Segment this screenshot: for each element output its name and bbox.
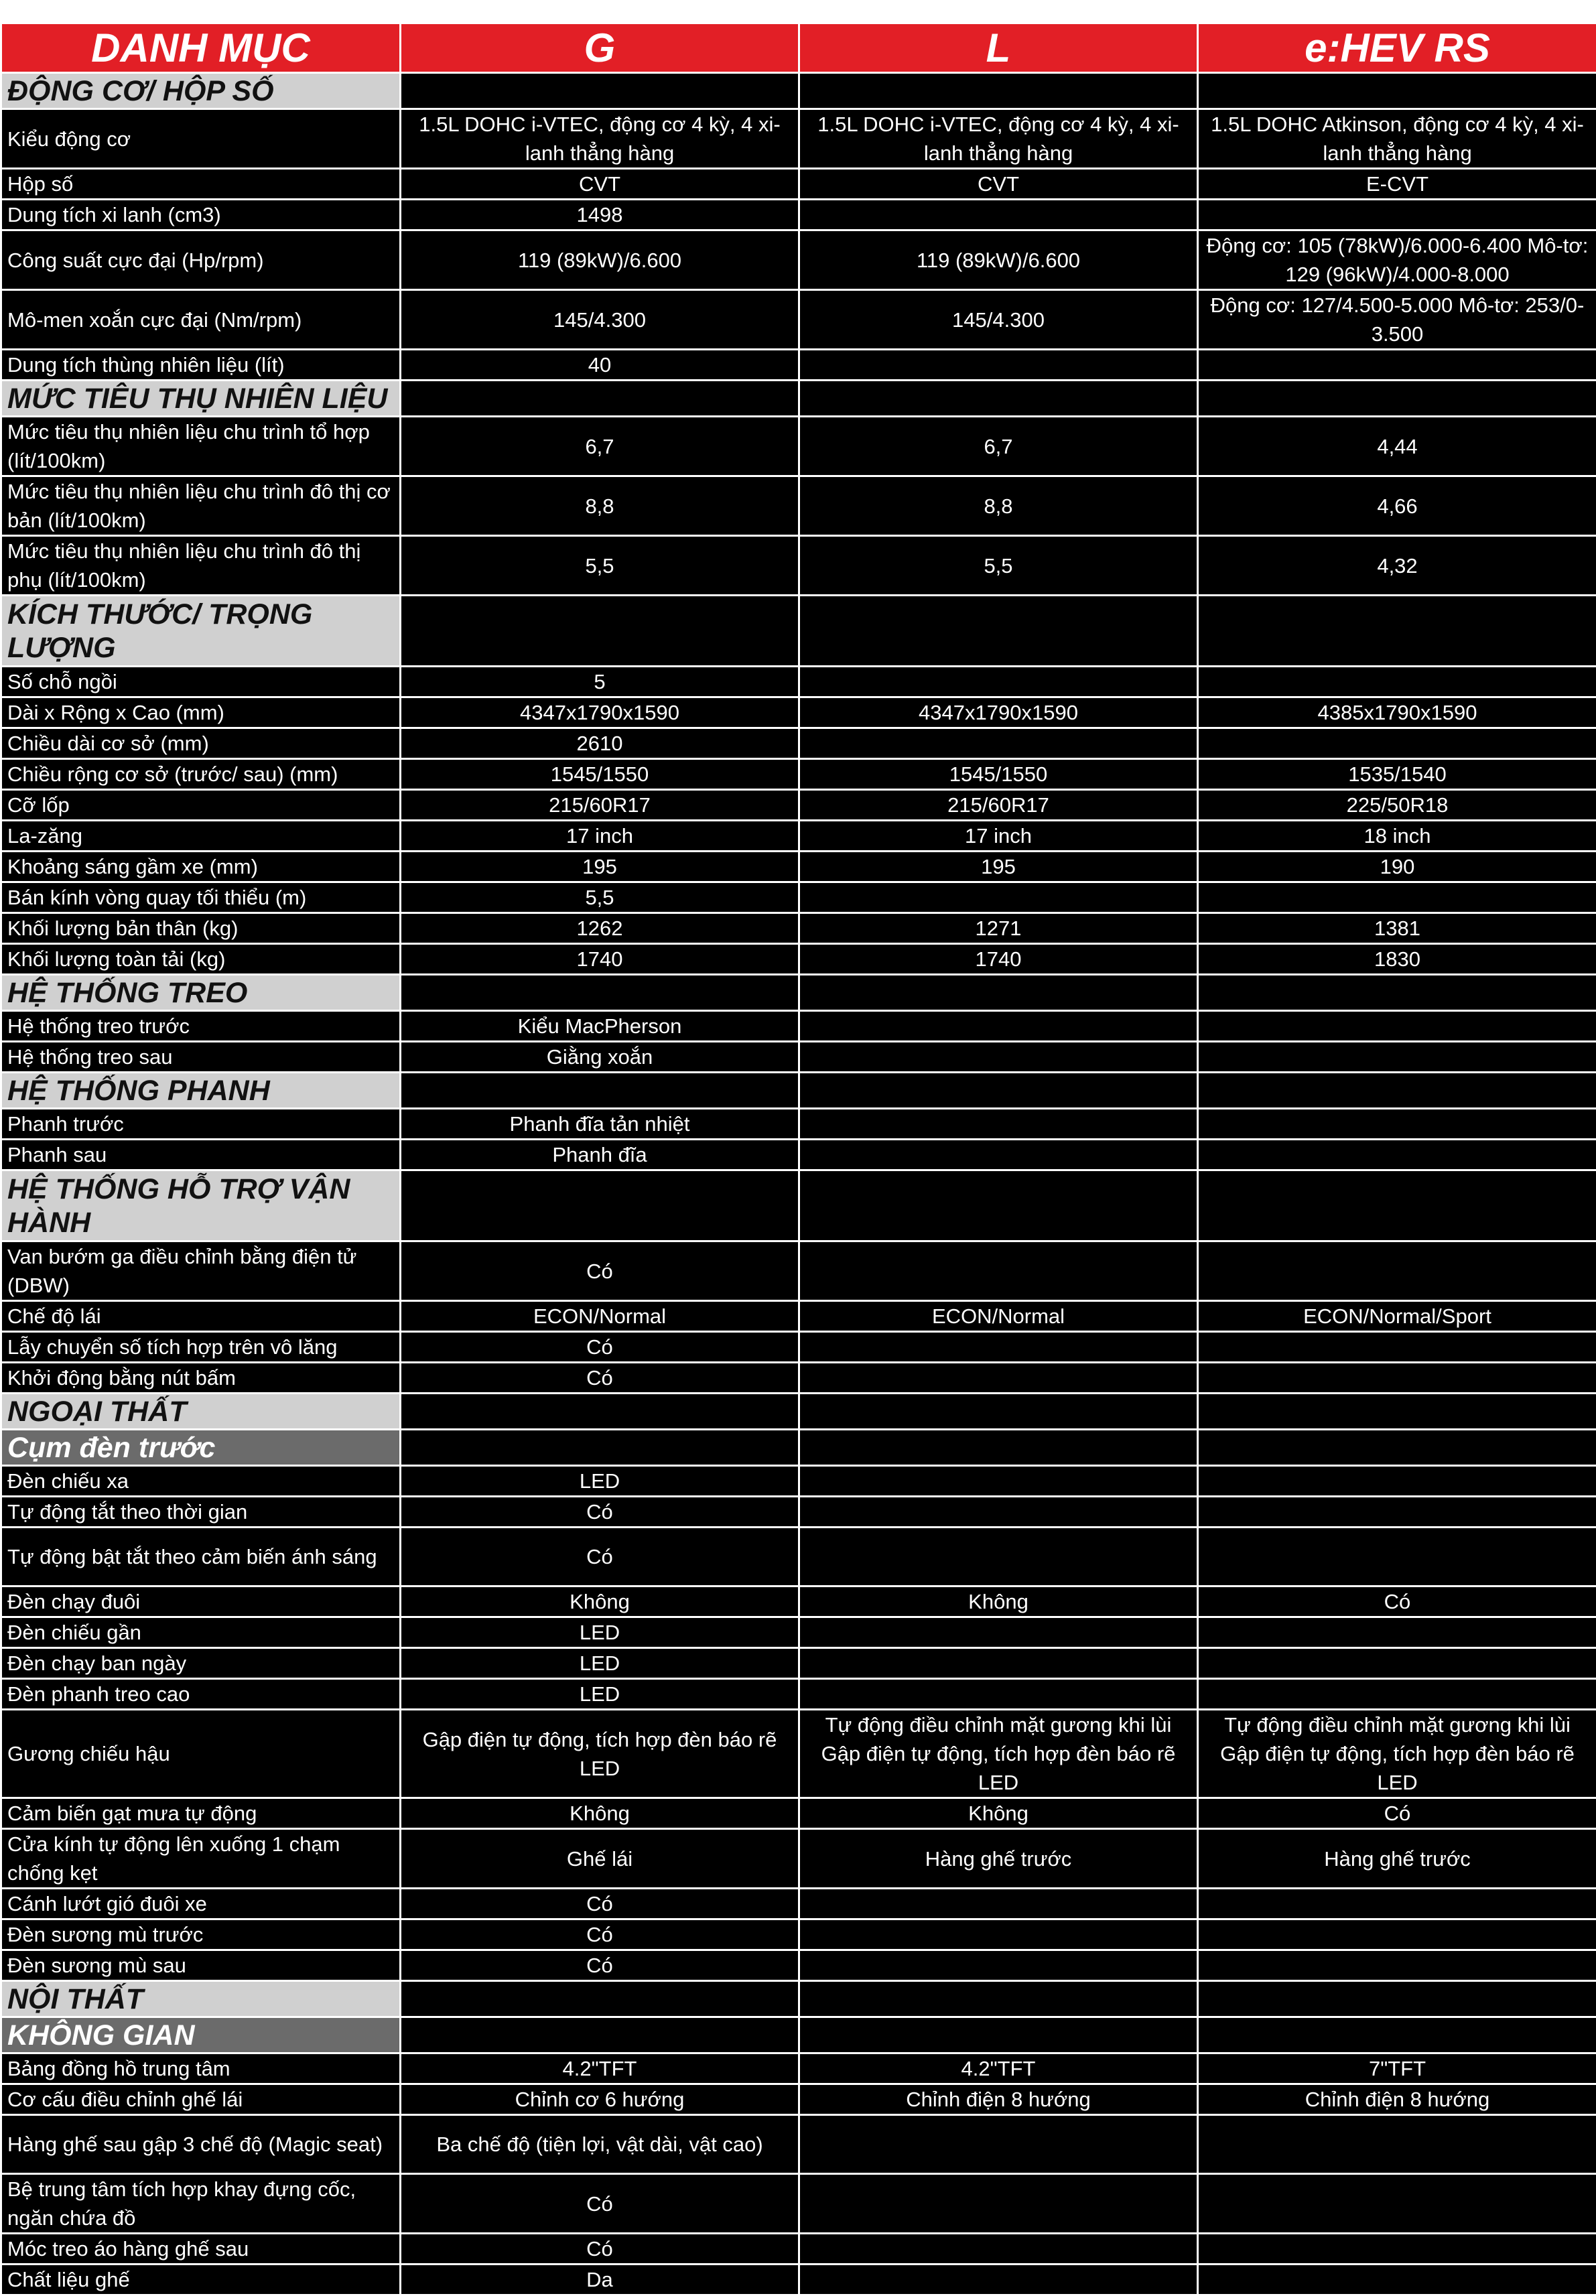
spec-label: Số chỗ ngồi xyxy=(1,667,401,697)
value-l xyxy=(799,1332,1198,1363)
value-g xyxy=(401,381,799,417)
spec-label: Đèn chiếu gần xyxy=(1,1617,401,1648)
value-rs: E-CVT xyxy=(1198,169,1596,200)
spec-row xyxy=(1,1109,1596,1140)
value-l xyxy=(799,1497,1198,1528)
spec-label: Tự động tắt theo thời gian xyxy=(1,1497,401,1528)
value-g: 2610 xyxy=(401,728,799,759)
value-rs: 4385x1790x1590 xyxy=(1198,697,1596,728)
value-rs xyxy=(1198,2017,1596,2053)
value-g: Chỉnh cơ 6 hướng xyxy=(401,2084,799,2115)
value-g xyxy=(401,1170,799,1241)
value-g: Gập điện tự động, tích hợp đèn báo rẽ LED xyxy=(401,1710,799,1798)
spec-table xyxy=(0,22,1596,2296)
header-row xyxy=(1,23,1596,73)
value-rs xyxy=(1198,882,1596,913)
value-rs xyxy=(1198,1466,1596,1497)
value-l xyxy=(799,975,1198,1011)
spec-row xyxy=(1,728,1596,759)
header-trim-g: G xyxy=(401,23,799,73)
value-g: Có xyxy=(401,2234,799,2265)
value-g: ECON/Normal xyxy=(401,1301,799,1332)
value-g: Có xyxy=(401,1363,799,1394)
section-row xyxy=(1,975,1596,1011)
spec-row xyxy=(1,1710,1596,1798)
spec-row xyxy=(1,109,1596,169)
value-l xyxy=(799,1617,1198,1648)
spec-label: Khối lượng bản thân (kg) xyxy=(1,913,401,944)
section-row xyxy=(1,381,1596,417)
spec-label: Cảm biến gạt mưa tự động xyxy=(1,1798,401,1829)
value-rs xyxy=(1198,2115,1596,2174)
value-l xyxy=(799,200,1198,230)
spec-row xyxy=(1,2174,1596,2234)
spec-label: Chiều rộng cơ sở (trước/ sau) (mm) xyxy=(1,759,401,790)
value-l: Tự động điều chỉnh mặt gương khi lùi Gập điện tự động, tích hợp đèn báo rẽ LED xyxy=(799,1710,1198,1798)
value-g: Có xyxy=(401,1889,799,1919)
value-l: 6,7 xyxy=(799,417,1198,476)
spec-row xyxy=(1,1919,1596,1950)
spec-label: Bán kính vòng quay tối thiểu (m) xyxy=(1,882,401,913)
spec-label: Đèn chiếu xa xyxy=(1,1466,401,1497)
section-title: HỆ THỐNG TREO xyxy=(1,975,401,1011)
spec-label: Hàng ghế sau gập 3 chế độ (Magic seat) xyxy=(1,2115,401,2174)
value-g xyxy=(401,596,799,667)
spec-row xyxy=(1,1241,1596,1301)
value-l: 215/60R17 xyxy=(799,790,1198,821)
spec-row xyxy=(1,2234,1596,2265)
subsection-title: Cụm đèn trước xyxy=(1,1430,401,1466)
spec-row xyxy=(1,821,1596,852)
spec-row xyxy=(1,230,1596,290)
value-rs xyxy=(1198,728,1596,759)
value-g xyxy=(401,975,799,1011)
value-rs: Tự động điều chỉnh mặt gương khi lùi Gập điện tự động, tích hợp đèn báo rẽ LED xyxy=(1198,1710,1596,1798)
spec-row xyxy=(1,476,1596,536)
value-l: Hàng ghế trước xyxy=(799,1829,1198,1889)
spec-label: Bệ trung tâm tích hợp khay đựng cốc, ngăn chứa đồ xyxy=(1,2174,401,2234)
value-rs xyxy=(1198,73,1596,109)
section-title: ĐỘNG CƠ/ HỘP SỐ xyxy=(1,73,401,109)
value-g: 17 inch xyxy=(401,821,799,852)
value-rs: 1.5L DOHC Atkinson, động cơ 4 kỳ, 4 xi-lanh thẳng hàng xyxy=(1198,109,1596,169)
section-row xyxy=(1,73,1596,109)
spec-label: Dài x Rộng x Cao (mm) xyxy=(1,697,401,728)
spec-row xyxy=(1,1363,1596,1394)
value-l: 17 inch xyxy=(799,821,1198,852)
value-rs xyxy=(1198,1042,1596,1073)
spec-label: Cánh lướt gió đuôi xe xyxy=(1,1889,401,1919)
value-g: Có xyxy=(401,1919,799,1950)
spec-row xyxy=(1,536,1596,596)
spec-row xyxy=(1,1042,1596,1073)
spec-row xyxy=(1,1466,1596,1497)
value-l xyxy=(799,882,1198,913)
value-rs: 4,44 xyxy=(1198,417,1596,476)
spec-label: Móc treo áo hàng ghế sau xyxy=(1,2234,401,2265)
value-rs xyxy=(1198,1648,1596,1679)
section-title: NGOẠI THẤT xyxy=(1,1394,401,1430)
spec-label: Dung tích thùng nhiên liệu (lít) xyxy=(1,350,401,381)
value-rs: Chỉnh điện 8 hướng xyxy=(1198,2084,1596,2115)
value-l xyxy=(799,1430,1198,1466)
value-g: 4347x1790x1590 xyxy=(401,697,799,728)
spec-label: Khối lượng toàn tải (kg) xyxy=(1,944,401,975)
value-rs xyxy=(1198,1950,1596,1981)
value-l: 195 xyxy=(799,852,1198,882)
value-l xyxy=(799,2017,1198,2053)
value-g: 1740 xyxy=(401,944,799,975)
value-l: CVT xyxy=(799,169,1198,200)
value-l xyxy=(799,1042,1198,1073)
spec-row xyxy=(1,2265,1596,2295)
spec-label: Đèn phanh treo cao xyxy=(1,1679,401,1710)
value-rs xyxy=(1198,1679,1596,1710)
value-l: ECON/Normal xyxy=(799,1301,1198,1332)
value-rs xyxy=(1198,596,1596,667)
spec-row xyxy=(1,1798,1596,1829)
spec-row xyxy=(1,697,1596,728)
value-g xyxy=(401,1394,799,1430)
value-g: Có xyxy=(401,1332,799,1363)
spec-row xyxy=(1,350,1596,381)
spec-label: Van bướm ga điều chỉnh bằng điện tử (DBW) xyxy=(1,1241,401,1301)
value-g: Có xyxy=(401,2174,799,2234)
value-g: Có xyxy=(401,1241,799,1301)
spec-label: Cơ cấu điều chỉnh ghế lái xyxy=(1,2084,401,2115)
value-rs xyxy=(1198,1430,1596,1466)
value-rs xyxy=(1198,1332,1596,1363)
value-rs xyxy=(1198,1981,1596,2017)
value-l: 4.2"TFT xyxy=(799,2053,1198,2084)
spec-label: Kiểu động cơ xyxy=(1,109,401,169)
value-g: 145/4.300 xyxy=(401,290,799,350)
section-title: NỘI THẤT xyxy=(1,1981,401,2017)
spec-label: La-zăng xyxy=(1,821,401,852)
value-g: Có xyxy=(401,1497,799,1528)
value-rs xyxy=(1198,1617,1596,1648)
value-rs xyxy=(1198,1528,1596,1586)
value-l xyxy=(799,1394,1198,1430)
value-rs: 1535/1540 xyxy=(1198,759,1596,790)
section-row xyxy=(1,1981,1596,2017)
value-rs xyxy=(1198,2174,1596,2234)
value-l: 1545/1550 xyxy=(799,759,1198,790)
spec-row xyxy=(1,290,1596,350)
spec-row xyxy=(1,1528,1596,1586)
value-rs: 190 xyxy=(1198,852,1596,882)
value-rs xyxy=(1198,1889,1596,1919)
spec-label: Hệ thống treo trước xyxy=(1,1011,401,1042)
value-l: 145/4.300 xyxy=(799,290,1198,350)
value-g xyxy=(401,2017,799,2053)
spec-row xyxy=(1,1011,1596,1042)
value-rs xyxy=(1198,1497,1596,1528)
value-l xyxy=(799,73,1198,109)
spec-label: Đèn chạy ban ngày xyxy=(1,1648,401,1679)
spec-label: Lẫy chuyển số tích hợp trên vô lăng xyxy=(1,1332,401,1363)
value-l xyxy=(799,1919,1198,1950)
value-g: 1498 xyxy=(401,200,799,230)
value-g: LED xyxy=(401,1679,799,1710)
spec-row xyxy=(1,1301,1596,1332)
spec-label: Bảng đồng hồ trung tâm xyxy=(1,2053,401,2084)
spec-row xyxy=(1,1950,1596,1981)
value-l: 1271 xyxy=(799,913,1198,944)
value-g xyxy=(401,1430,799,1466)
spec-row xyxy=(1,759,1596,790)
value-l xyxy=(799,2174,1198,2234)
value-rs: 18 inch xyxy=(1198,821,1596,852)
value-l xyxy=(799,2265,1198,2295)
value-rs: Động cơ: 127/4.500-5.000 Mô-tơ: 253/0-3.500 xyxy=(1198,290,1596,350)
spec-row xyxy=(1,913,1596,944)
value-g: Ba chế độ (tiện lợi, vật dài, vật cao) xyxy=(401,2115,799,2174)
spec-label: Đèn sương mù trước xyxy=(1,1919,401,1950)
section-title: HỆ THỐNG HỖ TRỢ VẬN HÀNH xyxy=(1,1170,401,1241)
spec-row xyxy=(1,882,1596,913)
value-rs xyxy=(1198,2265,1596,2295)
value-l xyxy=(799,1889,1198,1919)
spec-row xyxy=(1,1829,1596,1889)
spec-row xyxy=(1,790,1596,821)
spec-row xyxy=(1,1648,1596,1679)
value-g: Có xyxy=(401,1528,799,1586)
value-rs xyxy=(1198,1919,1596,1950)
value-g: LED xyxy=(401,1617,799,1648)
value-l xyxy=(799,381,1198,417)
spec-row xyxy=(1,2053,1596,2084)
value-l xyxy=(799,1466,1198,1497)
value-l xyxy=(799,2115,1198,2174)
value-l xyxy=(799,1140,1198,1170)
spec-row xyxy=(1,1889,1596,1919)
spec-row xyxy=(1,852,1596,882)
spec-row xyxy=(1,1679,1596,1710)
value-g: 195 xyxy=(401,852,799,882)
value-rs: 7"TFT xyxy=(1198,2053,1596,2084)
header-trim-l: L xyxy=(799,23,1198,73)
value-l xyxy=(799,596,1198,667)
spec-label: Đèn chạy đuôi xyxy=(1,1586,401,1617)
header-trim-rs: e:HEV RS xyxy=(1198,23,1596,73)
value-rs xyxy=(1198,1073,1596,1109)
spec-label: Dung tích xi lanh (cm3) xyxy=(1,200,401,230)
spec-label: Gương chiếu hậu xyxy=(1,1710,401,1798)
value-l: 1740 xyxy=(799,944,1198,975)
value-rs: 225/50R18 xyxy=(1198,790,1596,821)
spec-label: Tự động bật tắt theo cảm biến ánh sáng xyxy=(1,1528,401,1586)
value-g: Phanh đĩa xyxy=(401,1140,799,1170)
value-rs xyxy=(1198,200,1596,230)
value-g xyxy=(401,1981,799,2017)
value-g: 8,8 xyxy=(401,476,799,536)
value-g: 1.5L DOHC i-VTEC, động cơ 4 kỳ, 4 xi-lanh thẳng hàng xyxy=(401,109,799,169)
value-g: LED xyxy=(401,1648,799,1679)
value-g: Ghế lái xyxy=(401,1829,799,1889)
value-rs xyxy=(1198,1241,1596,1301)
value-l xyxy=(799,1170,1198,1241)
spec-label: Mức tiêu thụ nhiên liệu chu trình đô thị cơ bản (lít/100km) xyxy=(1,476,401,536)
value-g: 1545/1550 xyxy=(401,759,799,790)
spec-label: Cửa kính tự động lên xuống 1 chạm chống kẹt xyxy=(1,1829,401,1889)
spec-row xyxy=(1,1332,1596,1363)
value-g: 5 xyxy=(401,667,799,697)
value-rs: Động cơ: 105 (78kW)/6.000-6.400 Mô-tơ: 129 (96kW)/4.000-8.000 xyxy=(1198,230,1596,290)
value-rs xyxy=(1198,1363,1596,1394)
value-l xyxy=(799,1011,1198,1042)
subsection-row xyxy=(1,2017,1596,2053)
value-g: Không xyxy=(401,1586,799,1617)
value-g: Có xyxy=(401,1950,799,1981)
value-g: 1262 xyxy=(401,913,799,944)
value-l xyxy=(799,1109,1198,1140)
value-g: Giằng xoắn xyxy=(401,1042,799,1073)
spec-row xyxy=(1,417,1596,476)
value-g: 40 xyxy=(401,350,799,381)
spec-row xyxy=(1,944,1596,975)
value-l: Không xyxy=(799,1798,1198,1829)
value-rs: 4,66 xyxy=(1198,476,1596,536)
spec-label: Cỡ lốp xyxy=(1,790,401,821)
value-g: 6,7 xyxy=(401,417,799,476)
spec-row xyxy=(1,2115,1596,2174)
spec-label: Chất liệu ghế xyxy=(1,2265,401,2295)
spec-label: Hệ thống treo sau xyxy=(1,1042,401,1073)
value-l xyxy=(799,1981,1198,2017)
value-g: 119 (89kW)/6.600 xyxy=(401,230,799,290)
value-g: CVT xyxy=(401,169,799,200)
value-rs xyxy=(1198,667,1596,697)
spec-row xyxy=(1,1497,1596,1528)
value-rs xyxy=(1198,350,1596,381)
spec-label: Khoảng sáng gầm xe (mm) xyxy=(1,852,401,882)
spec-rows xyxy=(1,73,1596,2295)
value-l: Không xyxy=(799,1586,1198,1617)
spec-row xyxy=(1,169,1596,200)
value-l xyxy=(799,1950,1198,1981)
section-title: KÍCH THƯỚC/ TRỌNG LƯỢNG xyxy=(1,596,401,667)
value-rs xyxy=(1198,1140,1596,1170)
value-g: LED xyxy=(401,1466,799,1497)
value-l: 119 (89kW)/6.600 xyxy=(799,230,1198,290)
value-l xyxy=(799,1363,1198,1394)
value-rs: Có xyxy=(1198,1798,1596,1829)
value-rs xyxy=(1198,1170,1596,1241)
spec-label: Công suất cực đại (Hp/rpm) xyxy=(1,230,401,290)
value-l: 5,5 xyxy=(799,536,1198,596)
value-l xyxy=(799,667,1198,697)
spec-label: Chiều dài cơ sở (mm) xyxy=(1,728,401,759)
value-rs xyxy=(1198,381,1596,417)
spec-label: Khởi động bằng nút bấm xyxy=(1,1363,401,1394)
spec-row xyxy=(1,2084,1596,2115)
value-l: 1.5L DOHC i-VTEC, động cơ 4 kỳ, 4 xi-lanh thẳng hàng xyxy=(799,109,1198,169)
spec-label: Chế độ lái xyxy=(1,1301,401,1332)
value-l xyxy=(799,350,1198,381)
value-l xyxy=(799,728,1198,759)
value-rs xyxy=(1198,2234,1596,2265)
value-rs: 1830 xyxy=(1198,944,1596,975)
value-g: Không xyxy=(401,1798,799,1829)
value-rs xyxy=(1198,1011,1596,1042)
value-rs xyxy=(1198,1394,1596,1430)
value-rs: Có xyxy=(1198,1586,1596,1617)
spec-label: Hộp số xyxy=(1,169,401,200)
value-l xyxy=(799,1073,1198,1109)
value-l: 8,8 xyxy=(799,476,1198,536)
value-rs: Hàng ghế trước xyxy=(1198,1829,1596,1889)
spec-label: Phanh trước xyxy=(1,1109,401,1140)
section-row xyxy=(1,1073,1596,1109)
spec-sheet xyxy=(0,22,1596,2296)
value-rs: 1381 xyxy=(1198,913,1596,944)
subsection-title: KHÔNG GIAN xyxy=(1,2017,401,2053)
section-title: HỆ THỐNG PHANH xyxy=(1,1073,401,1109)
value-l: 4347x1790x1590 xyxy=(799,697,1198,728)
section-row xyxy=(1,596,1596,667)
header-category: DANH MỤC xyxy=(1,23,401,73)
value-rs xyxy=(1198,1109,1596,1140)
value-rs: 4,32 xyxy=(1198,536,1596,596)
value-l xyxy=(799,1648,1198,1679)
value-g: Kiểu MacPherson xyxy=(401,1011,799,1042)
value-l xyxy=(799,1528,1198,1586)
value-g: 4.2"TFT xyxy=(401,2053,799,2084)
spec-row xyxy=(1,1586,1596,1617)
value-l: Chỉnh điện 8 hướng xyxy=(799,2084,1198,2115)
spec-row xyxy=(1,667,1596,697)
subsection-row xyxy=(1,1430,1596,1466)
value-g: 5,5 xyxy=(401,536,799,596)
spec-row xyxy=(1,1617,1596,1648)
value-l xyxy=(799,2234,1198,2265)
value-rs: ECON/Normal/Sport xyxy=(1198,1301,1596,1332)
section-title: MỨC TIÊU THỤ NHIÊN LIỆU xyxy=(1,381,401,417)
value-l xyxy=(799,1679,1198,1710)
value-g: Da xyxy=(401,2265,799,2295)
value-g xyxy=(401,73,799,109)
value-g: 215/60R17 xyxy=(401,790,799,821)
spec-label: Mức tiêu thụ nhiên liệu chu trình đô thị phụ (lít/100km) xyxy=(1,536,401,596)
spec-row xyxy=(1,1140,1596,1170)
spec-label: Phanh sau xyxy=(1,1140,401,1170)
value-g: 5,5 xyxy=(401,882,799,913)
value-g xyxy=(401,1073,799,1109)
spec-row xyxy=(1,200,1596,230)
value-rs xyxy=(1198,975,1596,1011)
section-row xyxy=(1,1394,1596,1430)
value-l xyxy=(799,1241,1198,1301)
spec-label: Mô-men xoắn cực đại (Nm/rpm) xyxy=(1,290,401,350)
spec-label: Đèn sương mù sau xyxy=(1,1950,401,1981)
value-g: Phanh đĩa tản nhiệt xyxy=(401,1109,799,1140)
spec-label: Mức tiêu thụ nhiên liệu chu trình tổ hợp (lít/100km) xyxy=(1,417,401,476)
section-row xyxy=(1,1170,1596,1241)
